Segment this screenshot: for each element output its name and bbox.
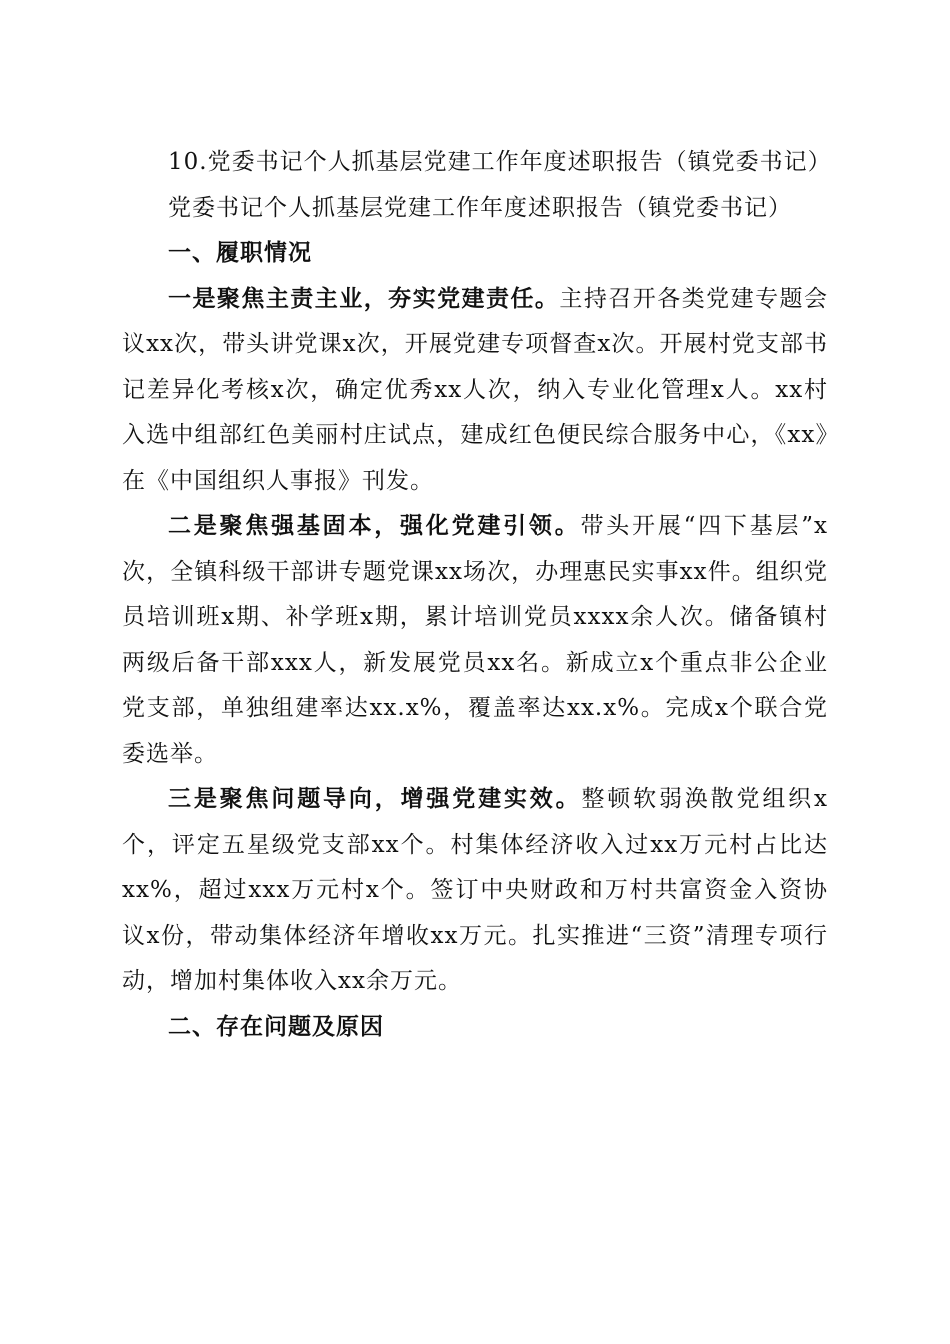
paragraph-body: 整顿软弱涣散党组织x个，评定五星级党支部xx个。村集体经济收入过xx万元村占比达xx%，超过xxx万元村x个。签订中央财政和万村共富资金入资协议x份，带动集体经济年增收xx万元。扎实推进“三资”清理专项行动，增加村集体收入xx余万元。 [122, 786, 828, 994]
paragraph-lead: 一是聚焦主责主业，夯实党建责任。 [168, 285, 560, 312]
paragraph-lead: 三是聚焦问题导向，增强党建实效。 [168, 786, 582, 812]
section-heading-problems: 二、存在问题及原因 [168, 1013, 384, 1040]
paragraph-lead: 二是聚焦强基固本，强化党建引领。 [168, 513, 581, 539]
document-subtitle-line: 党委书记个人抓基层党建工作年度述职报告（镇党委书记） [168, 194, 792, 221]
section-heading-performance: 一、履职情况 [168, 240, 312, 266]
paragraph-body: 主持召开各类党建专题会议xx次，带头讲党课x次，开展党建专项督查x次。开展村党支部书记差异化考核x次，确定优秀xx人次，纳入专业化管理x人。xx村入选中组部红色美丽村庄试点，建成红色便民综合服务中心，《xx》在《中国组织人事报》刊发。 [122, 285, 829, 494]
paragraph-effectiveness [122, 777, 828, 1005]
document-title-line: 10.党委书记个人抓基层党建工作年度述职报告（镇党委书记） [168, 149, 832, 175]
paragraph-body: 带头开展“四下基层”x次，全镇科级干部讲专题党课xx场次，办理惠民实事xx件。组织党员培训班x期、补学班x期，累计培训党员xxxx余人次。储备镇村两级后备干部xxx人，新发展党员xx名。新成立x个重点非公企业党支部，单独组建率达xx.x%，覆盖率达xx.x%。完成x个联合党委选举。 [122, 513, 828, 767]
paragraph-responsibility [122, 277, 828, 505]
document-body [122, 140, 832, 1050]
paragraph-foundation [122, 504, 828, 777]
